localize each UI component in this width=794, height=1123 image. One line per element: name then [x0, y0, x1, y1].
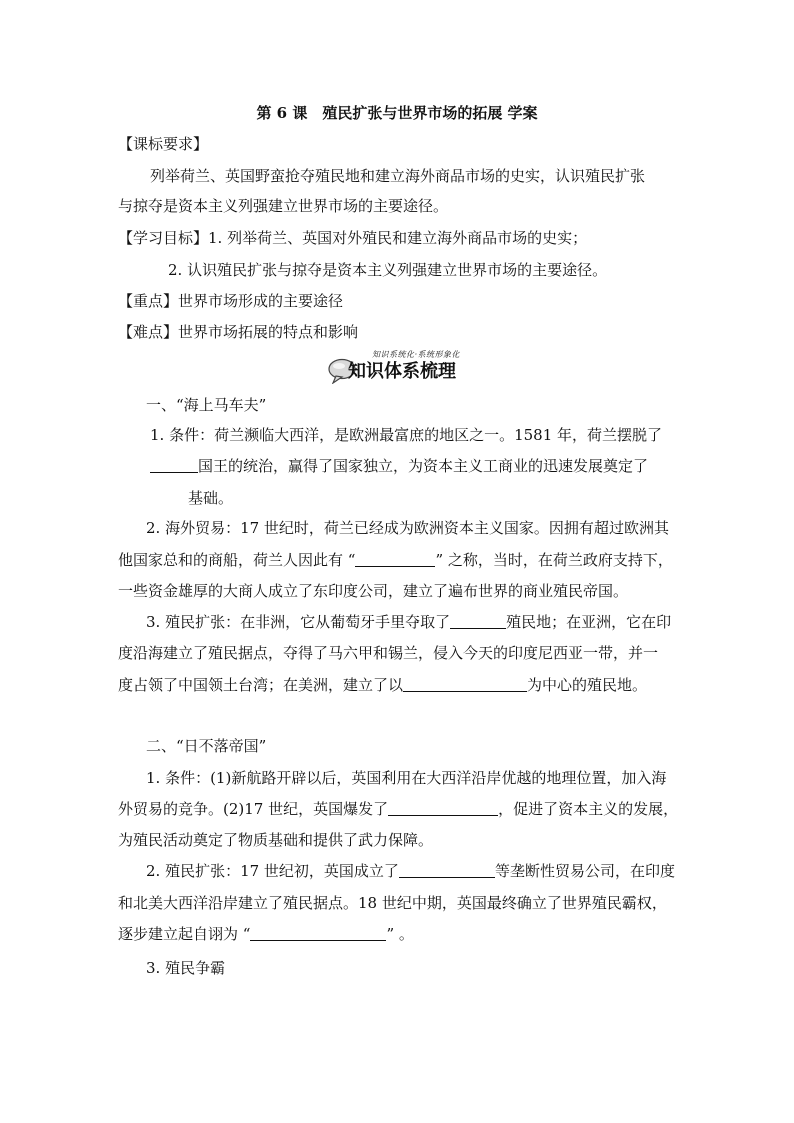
s1-p1-line2	[150, 456, 648, 476]
s1-p2-line1: 2. 海外贸易：17 世纪时，荷兰已经成为欧洲资本主义国家。因拥有超过欧洲其	[146, 519, 669, 537]
difficulty-row	[118, 322, 358, 342]
s1-p1-line1: 1. 条件：荷兰濒临大西洋，是欧洲最富庶的地区之一。1581 年，荷兰摆脱了	[150, 426, 663, 444]
s1-p3-line2: 度沿海建立了殖民据点，夺得了马六甲和锡兰，侵入今天的印度尼西亚一带，并一	[118, 644, 659, 662]
curriculum-text-line1: 列举荷兰、英国野蛮抢夺殖民地和建立海外商品市场的史实，认识殖民扩张	[150, 167, 646, 185]
s1-p2-line2	[118, 550, 673, 570]
blank-3[interactable]	[450, 613, 506, 629]
s2-p2-line3-a: 逐步建立起自诩为 “	[118, 925, 251, 943]
difficulty-label: 【难点】	[118, 323, 179, 341]
knowledge-banner	[328, 350, 470, 384]
s2-p2-line2: 和北美大西洋沿岸建立了殖民据点。18 世纪中期，英国最终确立了世界殖民霸权，	[118, 894, 667, 912]
blank-1[interactable]	[150, 457, 198, 473]
s1-p3-line1-b: 殖民地；在亚洲，它在印	[506, 613, 672, 631]
key-point-row	[118, 291, 343, 311]
key-point-text: 世界市场形成的主要途径	[178, 292, 344, 310]
blank-4[interactable]	[403, 676, 527, 692]
objective-item-1: 1. 列举荷兰、英国对外殖民和建立海外商品市场的史实；	[208, 229, 588, 247]
blank-6[interactable]	[399, 862, 495, 878]
s2-p3: 3. 殖民争霸	[146, 959, 226, 977]
s2-p2-line1-b: 等垄断性贸易公司，在印度	[494, 862, 675, 880]
banner-title	[348, 361, 456, 383]
s1-p1-line3: 基础。	[188, 489, 234, 507]
s2-p1-line2-a: 外贸易的竞争。(2)17 世纪，英国爆发了	[118, 800, 389, 818]
banner-title-first: 知	[348, 361, 366, 382]
s1-p3-line3-a: 度占领了中国领土台湾；在美洲，建立了以	[118, 676, 404, 694]
blank-5[interactable]	[388, 800, 498, 816]
page-title: 第 6 课 殖民扩张与世界市场的拓展 学案	[256, 104, 538, 122]
objectives-row	[118, 228, 587, 248]
s1-p3-line1	[146, 612, 671, 632]
blank-2[interactable]	[355, 551, 435, 567]
s2-p2-line3	[118, 924, 414, 944]
s1-p3-line3-b: 为中心的殖民地。	[527, 676, 648, 694]
banner-title-rest: 识体系梳理	[366, 361, 456, 382]
s2-p1-line1: 1. 条件：(1)新航路开辟以后，英国利用在大西洋沿岸优越的地理位置，加入海	[146, 769, 667, 787]
section1-heading: 一、“海上马车夫”	[146, 396, 267, 414]
s2-p1-line3: 为殖民活动奠定了物质基础和提供了武力保障。	[118, 831, 434, 849]
s1-p1-line2-text: 国王的统治，赢得了国家独立，为资本主义工商业的迅速发展奠定了	[198, 457, 649, 475]
s2-p1-line2-b: ，促进了资本主义的发展，	[498, 800, 679, 818]
s1-p3-line1-a: 3. 殖民扩张：在非洲，它从葡萄牙手里夺取了	[146, 613, 451, 631]
curriculum-label: 【课标要求】	[118, 135, 209, 153]
s1-p2-line2-b: ” 之称，当时，在荷兰政府支持下，	[435, 551, 673, 569]
banner-subtitle: 知识系统化·系统形象化	[372, 350, 461, 359]
s2-p2-line1	[146, 861, 675, 881]
s2-p1-line2	[118, 799, 678, 819]
s1-p2-line3: 一些资金雄厚的大商人成立了东印度公司，建立了遍布世界的商业殖民帝国。	[118, 582, 629, 600]
s2-p2-line3-b: ” 。	[386, 925, 414, 943]
section2-heading: 二、“日不落帝国”	[146, 737, 267, 755]
difficulty-text: 世界市场拓展的特点和影响	[178, 323, 359, 341]
s2-p2-line1-a: 2. 殖民扩张：17 世纪初，英国成立了	[146, 862, 399, 880]
curriculum-text-line2: 与掠夺是资本主义列强建立世界市场的主要途径。	[118, 197, 449, 215]
blank-7[interactable]	[250, 925, 386, 941]
objectives-label: 【学习目标】	[118, 229, 209, 247]
objective-item-2: 2. 认识殖民扩张与掠夺是资本主义列强建立世界市场的主要途径。	[168, 261, 608, 279]
s1-p2-line2-a: 他国家总和的商船，荷兰人因此有 “	[118, 551, 356, 569]
key-point-label: 【重点】	[118, 292, 179, 310]
s1-p3-line3	[118, 675, 647, 695]
